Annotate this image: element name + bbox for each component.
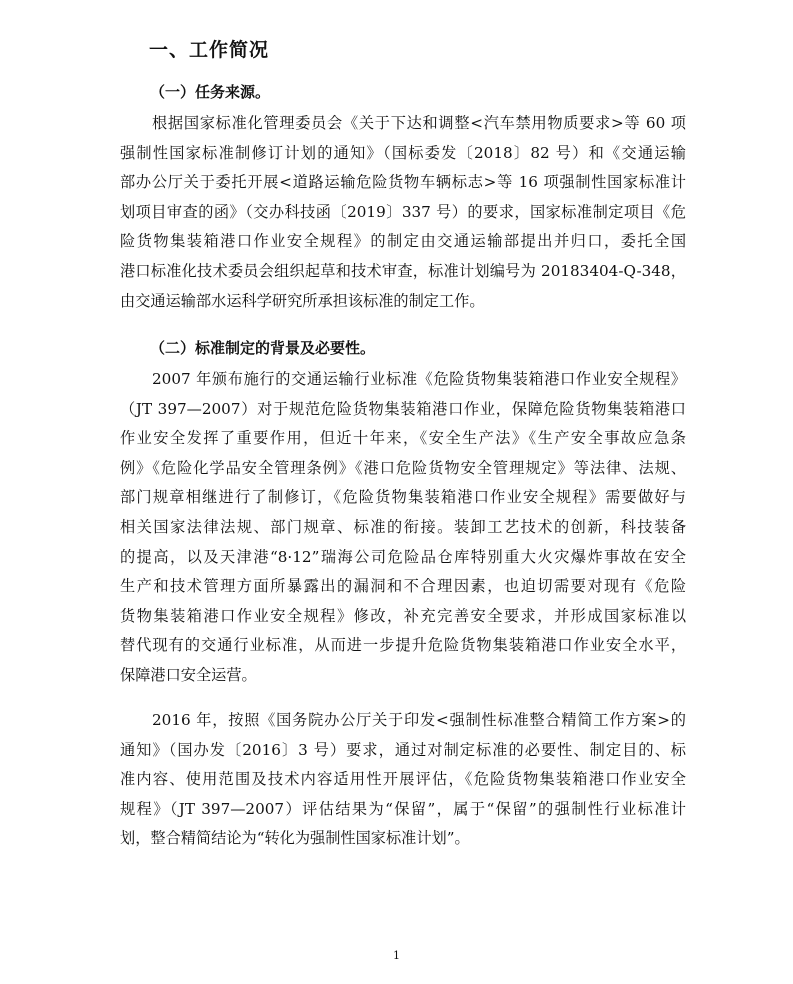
paragraph-line: 根据国家标准化管理委员会《关于下达和调整<汽车禁用物质要求>等 60 项 — [152, 114, 686, 132]
paragraph-line: 货物集装箱港口作业安全规程》修改，补充完善安全要求，并形成国家标准以 — [120, 606, 686, 625]
paragraph-line: 保障港口安全运营。 — [120, 665, 257, 684]
paragraph-line: 替代现有的交通行业标准，从而进一步提升危险货物集装箱港口作业安全水平， — [120, 636, 686, 655]
paragraph-line: 相关国家法律法规、部门规章、标准的衔接。装卸工艺技术的创新，科技装备 — [120, 517, 686, 536]
paragraph-line: 划，整合精简结论为“转化为强制性国家标准计划”。 — [120, 829, 470, 848]
paragraph-line: 2007 年颁布施行的交通运输行业标准《危险货物集装箱港口作业安全规程》 — [152, 370, 686, 388]
paragraph-line: 强制性国家标准制修订计划的通知》（国标委发〔2018〕82 号）和《交通运输 — [120, 143, 686, 162]
paragraph-line: 的提高，以及天津港“8·12”瑞海公司危险品仓库特别重大火灾爆炸事故在安全 — [120, 547, 686, 566]
subsection-heading-background: （二）标准制定的背景及必要性。 — [150, 339, 376, 357]
section-heading: 一、工作简况 — [149, 39, 270, 61]
paragraph-line: 部办公厅关于委托开展<道路运输危险货物车辆标志>等 16 项强制性国家标准计 — [120, 173, 686, 192]
paragraph-line: 作业安全发挥了重要作用，但近十年来，《安全生产法》《生产安全事故应急条 — [120, 429, 686, 448]
paragraph-line: 生产和技术管理方面所暴露出的漏洞和不合理因素，也迫切需要对现有《危险 — [120, 577, 686, 596]
paragraph-line: 划项目审查的函》（交办科技函〔2019〕337 号）的要求，国家标准制定项目《危 — [120, 202, 686, 221]
page-number: 1 — [393, 949, 400, 962]
paragraph-background — [120, 365, 686, 691]
paragraph-line: 例》《危险化学品安全管理条例》《港口危险货物安全管理规定》等法律、法规、 — [120, 458, 686, 477]
paragraph-task-source — [120, 109, 686, 316]
paragraph-integration-2016 — [120, 706, 686, 854]
subsection-heading-task-source: （一）任务来源。 — [150, 83, 271, 101]
paragraph-line: 港口标准化技术委员会组织起草和技术审查，标准计划编号为 20183404-Q-348， — [120, 261, 686, 280]
paragraph-line: （JT 397—2007）对于规范危险货物集装箱港口作业，保障危险货物集装箱港口 — [120, 399, 686, 418]
paragraph-line: 通知》（国办发〔2016〕3 号）要求，通过对制定标准的必要性、制定目的、标 — [120, 740, 686, 759]
paragraph-line: 准内容、使用范围及技术内容适用性开展评估，《危险货物集装箱港口作业安全 — [120, 770, 686, 789]
paragraph-line: 部门规章相继进行了制修订，《危险货物集装箱港口作业安全规程》需要做好与 — [120, 488, 686, 507]
paragraph-line: 规程》（JT 397—2007）评估结果为“保留”，属于“保留”的强制性行业标准计 — [120, 799, 686, 818]
paragraph-line: 险货物集装箱港口作业安全规程》的制定由交通运输部提出并归口，委托全国 — [120, 232, 686, 251]
paragraph-line: 由交通运输部水运科学研究所承担该标准的制定工作。 — [120, 291, 485, 310]
paragraph-line: 2016 年，按照《国务院办公厅关于印发<强制性标准整合精简工作方案>的 — [152, 711, 686, 729]
